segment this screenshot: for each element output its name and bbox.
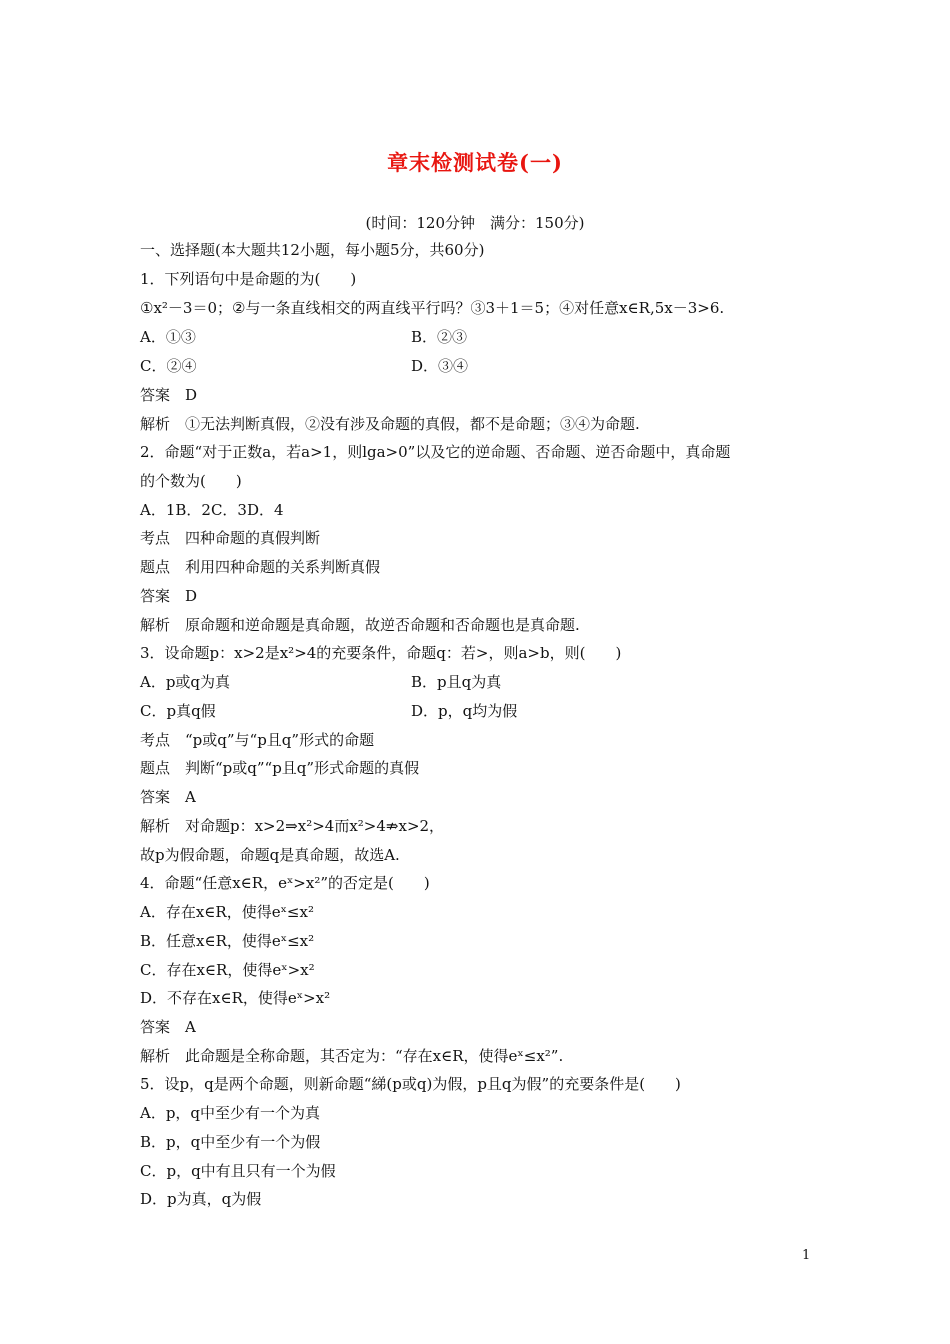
text-line: 解析 此命题是全称命题，其否定为：“存在x∈R，使得eˣ≤x²”. bbox=[140, 1047, 564, 1065]
text-line: A．存在x∈R，使得eˣ≤x² bbox=[140, 903, 314, 921]
text-line: D．③④ bbox=[411, 357, 469, 375]
text-line: 一、选择题(本大题共12小题，每小题5分，共60分) bbox=[140, 241, 485, 259]
text-line: 答案 D bbox=[140, 587, 198, 605]
text-line: 故p为假命题，命题q是真命题，故选A. bbox=[140, 846, 400, 864]
text-line: C．存在x∈R，使得eˣ>x² bbox=[140, 961, 315, 979]
text-line: B．p且q为真 bbox=[411, 673, 502, 691]
page-title: 章末检测试卷(一) bbox=[387, 150, 563, 175]
text-line: A．①③ bbox=[140, 328, 196, 346]
text-line: 考点 四种命题的真假判断 bbox=[140, 529, 321, 547]
text-line: A．p，q中至少有一个为真 bbox=[140, 1104, 321, 1122]
text-line: C．②④ bbox=[140, 357, 197, 375]
text-line: 解析 ①无法判断真假，②没有涉及命题的真假，都不是命题；③④为命题. bbox=[140, 415, 640, 433]
page-number: 1 bbox=[802, 1248, 811, 1263]
exam-info: (时间：120分钟 满分：150分) bbox=[365, 214, 585, 232]
text-line: 答案 A bbox=[140, 788, 196, 806]
text-line: 3．设命题p：x>2是x²>4的充要条件，命题q：若>，则a>b，则( ) bbox=[140, 644, 622, 662]
text-line: B．②③ bbox=[411, 328, 468, 346]
text-line: ①x²－3＝0；②与一条直线相交的两直线平行吗？③3＋1＝5；④对任意x∈R,5x－3>6. bbox=[140, 299, 725, 317]
text-line: 题点 利用四种命题的关系判断真假 bbox=[140, 558, 381, 576]
text-line: 2．命题“对于正数a，若a>1，则lga>0”以及它的逆命题、否命题、逆否命题中，真命题 bbox=[140, 443, 731, 461]
text-line: D．p为真，q为假 bbox=[140, 1190, 262, 1208]
text-line: 5．设p，q是两个命题，则新命题“綈(p或q)为假，p且q为假”的充要条件是( ) bbox=[140, 1075, 681, 1093]
text-line: 考点 “p或q”与“p且q”形式的命题 bbox=[140, 731, 375, 749]
text-line: 题点 判断“p或q”“p且q”形式命题的真假 bbox=[140, 759, 420, 777]
text-line: B．p，q中至少有一个为假 bbox=[140, 1133, 321, 1151]
text-line: A．p或q为真 bbox=[140, 673, 231, 691]
text-line: D．p，q均为假 bbox=[411, 702, 518, 720]
text-line: C．p，q中有且只有一个为假 bbox=[140, 1162, 336, 1180]
text-line: 的个数为( ) bbox=[140, 472, 242, 490]
text-line: A．1B．2C．3D．4 bbox=[140, 501, 284, 519]
text-line: 解析 原命题和逆命题是真命题，故逆否命题和否命题也是真命题. bbox=[140, 616, 580, 634]
text-line: D．不存在x∈R，使得eˣ>x² bbox=[140, 989, 331, 1007]
text-line: 解析 对命题p：x>2⇒x²>4而x²>4⇏x>2， bbox=[140, 817, 445, 835]
text-line: 4．命题“任意x∈R，eˣ>x²”的否定是( ) bbox=[140, 874, 430, 892]
text-line: C．p真q假 bbox=[140, 702, 216, 720]
text-line: 答案 D bbox=[140, 386, 198, 404]
text-line: 答案 A bbox=[140, 1018, 196, 1036]
text-line: 1．下列语句中是命题的为( ) bbox=[140, 270, 357, 288]
text-line: B．任意x∈R，使得eˣ≤x² bbox=[140, 932, 315, 950]
